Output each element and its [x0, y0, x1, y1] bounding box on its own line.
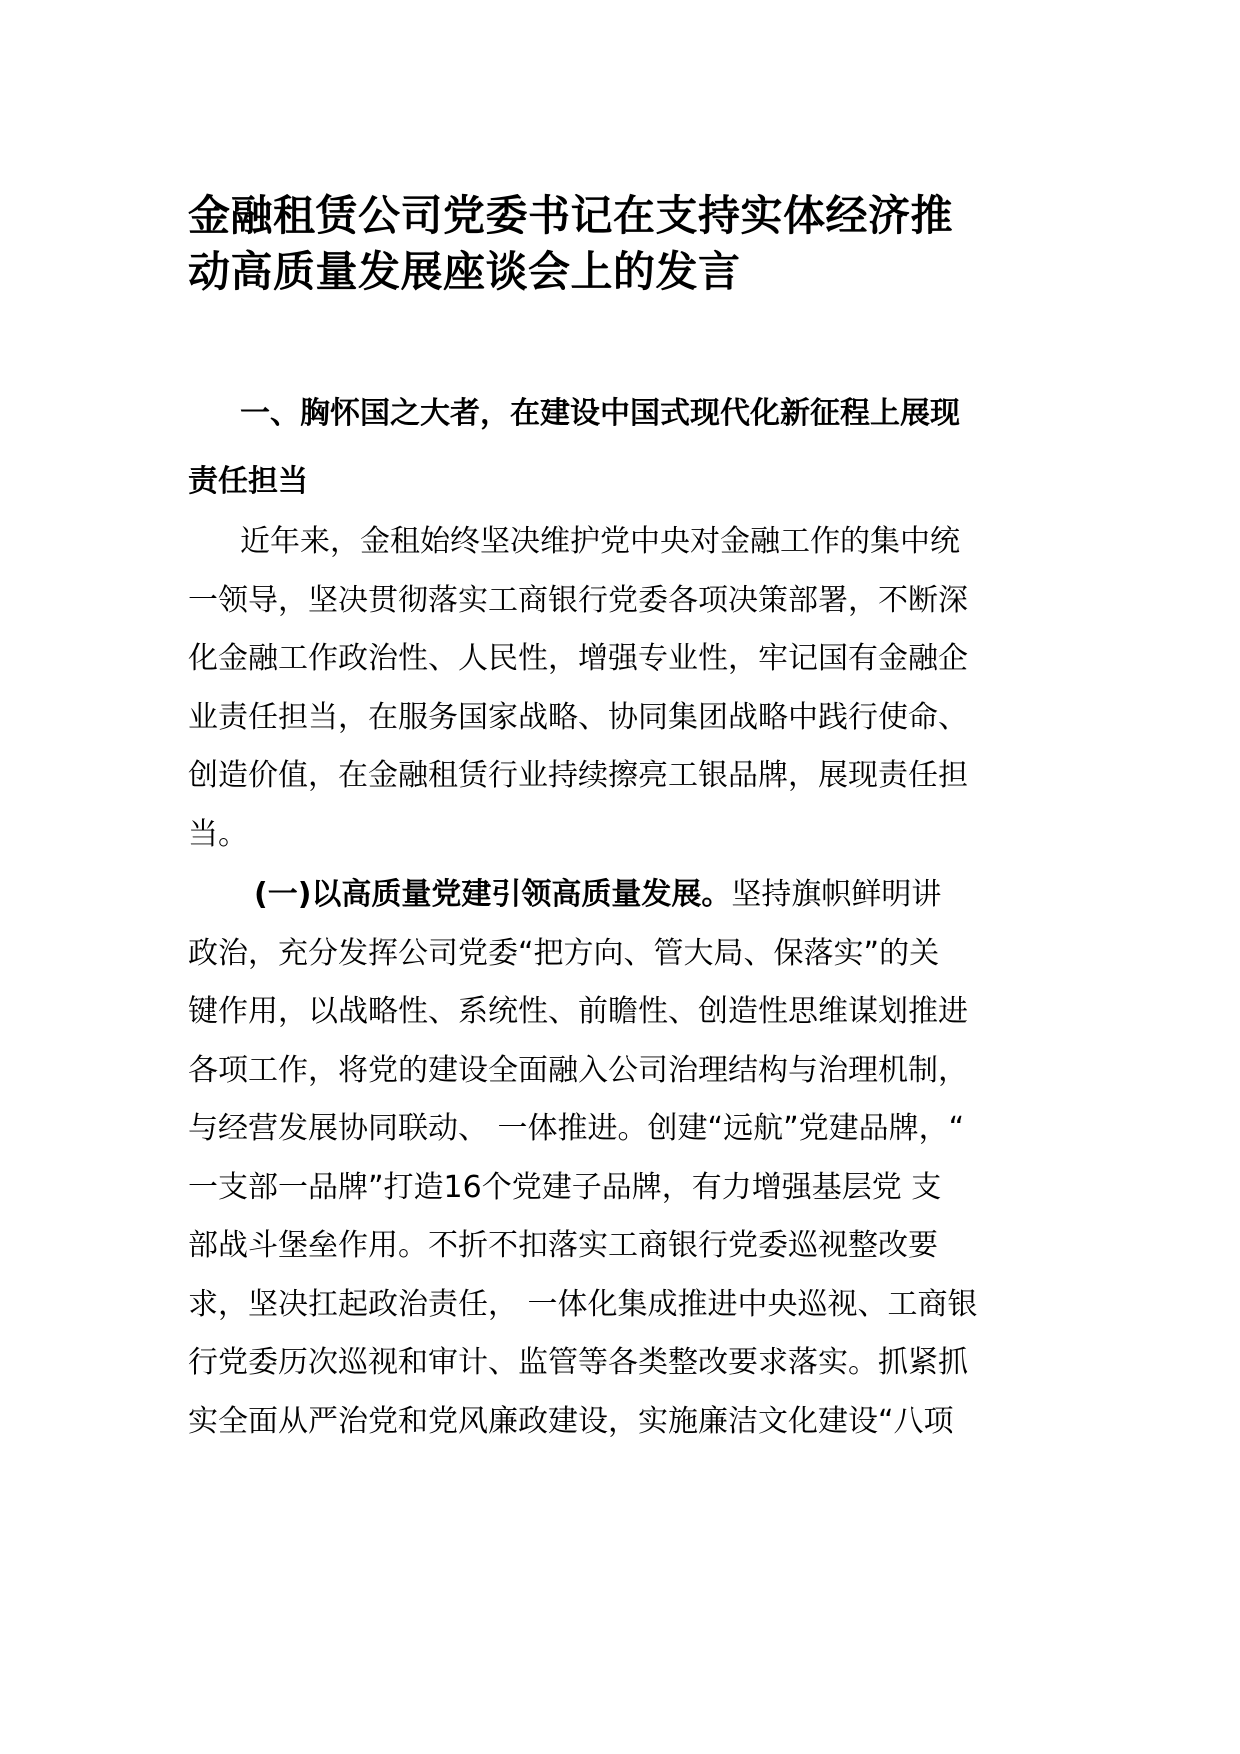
paragraph-line: 求，坚决扛起政治责任， 一体化集成推进中央巡视、工商银 [188, 1286, 978, 1322]
paragraph-line: 实全面从严治党和党风廉政建设，实施廉洁文化建设“八项 [188, 1403, 954, 1439]
paragraph-line-rest: 坚持旗帜鲜明讲 [731, 877, 942, 912]
paragraph-line: 化金融工作政治性、人民性，增强专业性，牢记国有金融企 [188, 641, 968, 676]
paragraph-line: 业责任担当，在服务国家战略、协同集团战略中践行使命、 [188, 699, 968, 735]
paragraph-line: 键作用，以战略性、系统性、前瞻性、创造性思维谋划推进 [188, 994, 968, 1029]
body-paragraph-party-building [188, 866, 1068, 1451]
body-paragraph-intro [188, 513, 1068, 864]
paragraph-line: 一领导，坚决贯彻落实工商银行党委各项决策部署，不断深 [188, 582, 968, 618]
section-heading [188, 380, 1068, 516]
paragraph-line: 创造价值，在金融租赁行业持续擦亮工银品牌，展现责任担 [188, 758, 968, 793]
paragraph-line: 与经营发展协同联动、 一体推进。创建“远航”党建品牌，“ [188, 1111, 965, 1146]
subsection-lead: (一)以高质量党建引领高质量发展。 [254, 877, 732, 912]
paragraph-line: 近年来，金租始终坚决维护党中央对金融工作的集中统 [240, 524, 960, 559]
paragraph-first-line [188, 866, 1068, 925]
paragraph-line: 行党委历次巡视和审计、监管等各类整改要求落实。抓紧抓 [188, 1345, 968, 1380]
paragraph-line: 当。 [188, 816, 248, 852]
paragraph-line: 政治，充分发挥公司党委“把方向、管大局、保落实”的关 [188, 935, 940, 971]
section-heading-line: 一、胸怀国之大者，在建设中国式现代化新征程上展现 [240, 396, 960, 431]
paragraph-line: 一支部一品牌”打造16个党建子品牌，有力增强基层党 支 [188, 1169, 942, 1205]
section-heading-line: 责任担当 [188, 464, 308, 499]
paragraph-line: 各项工作，将党的建设全面融入公司治理结构与治理机制， [188, 1052, 968, 1088]
document-title [188, 188, 1088, 300]
paragraph-line: 部战斗堡垒作用。不折不扣落实工商银行党委巡视整改要 [188, 1228, 938, 1263]
title-line: 动高质量发展座谈会上的发言 [188, 247, 741, 296]
title-line: 金融租赁公司党委书记在支持实体经济推 [188, 191, 954, 240]
